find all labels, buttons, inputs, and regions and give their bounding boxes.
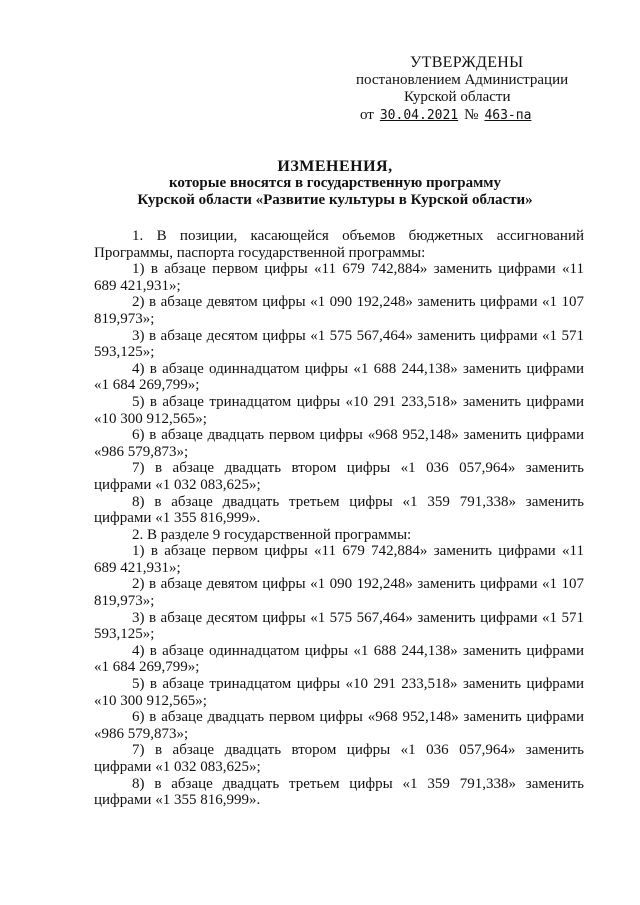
decree-number: 463-па [484, 107, 532, 123]
section-1-item-7: 7) в абзаце двадцать втором цифры «1 036 057,964» заменить цифрами «1 032 083,625»; [94, 460, 584, 493]
section-1-item-5: 5) в абзаце тринадцатом цифры «10 291 233,518» заменить цифрами «10 300 912,565»; [94, 393, 584, 427]
section-1-item-2: 2) в абзаце девятом цифры «1 090 192,248» заменить цифрами «1 107 819,973»; [94, 294, 584, 327]
approval-region: Курской области [404, 89, 511, 105]
document-body [94, 228, 584, 809]
section-2-item-8: 8) в абзаце двадцать третьем цифры «1 359 791,338» заменить цифрами «1 355 816,999». [94, 775, 584, 809]
approval-org: постановлением Администрации [356, 71, 569, 88]
approval-title: УТВЕРЖДЕНЫ [410, 54, 524, 71]
section-1-item-8: 8) в абзаце двадцать третьем цифры «1 359 791,338» заменить цифрами «1 355 816,999». [94, 493, 584, 527]
section-2-item-6: 6) в абзаце двадцать первом цифры «968 952,148» заменить цифрами «986 579,873»; [94, 709, 584, 742]
section-2-item-1: 1) в абзаце первом цифры «11 679 742,884» заменить цифрами «11 689 421,931»; [94, 543, 584, 576]
section-2-item-2: 2) в абзаце девятом цифры «1 090 192,248» заменить цифрами «1 107 819,973»; [94, 576, 584, 610]
date-prefix: от [360, 106, 374, 123]
section-2-item-3: 3) в абзаце десятом цифры «1 575 567,464» заменить цифрами «1 571 593,125»; [94, 609, 584, 643]
section-1-item-1: 1) в абзаце первом цифры «11 679 742,884» заменить цифрами «11 689 421,931»; [94, 261, 584, 294]
section-1-item-3: 3) в абзаце десятом цифры «1 575 567,464» заменить цифрами «1 571 593,125»; [94, 327, 584, 361]
number-sign: № [464, 106, 479, 123]
section-1-lead: 1. В позиции, касающейся объемов бюджетных ассигнований Программы, паспорта государственной программы: [94, 228, 584, 261]
section-2-item-4: 4) в абзаце одиннадцатом цифры «1 688 244,138» заменить цифрами «1 684 269,799»; [94, 642, 584, 676]
approval-dateline [360, 107, 572, 125]
section-2-item-7: 7) в абзаце двадцать втором цифры «1 036 057,964» заменить цифрами «1 032 083,625»; [94, 742, 584, 775]
document-subtitle-line-2: Курской области «Развитие культуры в Курской области» [137, 192, 533, 208]
section-2-lead: 2. В разделе 9 государственной программы: [132, 526, 412, 543]
approval-block [352, 54, 572, 124]
section-1-item-6: 6) в абзаце двадцать первом цифры «968 952,148» заменить цифрами «986 579,873»; [94, 427, 584, 460]
document-heading [100, 158, 570, 209]
document-title: ИЗМЕНЕНИЯ, [277, 158, 393, 175]
section-1-item-4: 4) в абзаце одиннадцатом цифры «1 688 244,138» заменить цифрами «1 684 269,799»; [94, 360, 584, 394]
section-2-item-5: 5) в абзаце тринадцатом цифры «10 291 233,518» заменить цифрами «10 300 912,565»; [94, 676, 584, 709]
decree-date: 30.04.2021 [379, 107, 459, 123]
document-subtitle-line-1: которые вносятся в государственную программу [168, 175, 502, 191]
